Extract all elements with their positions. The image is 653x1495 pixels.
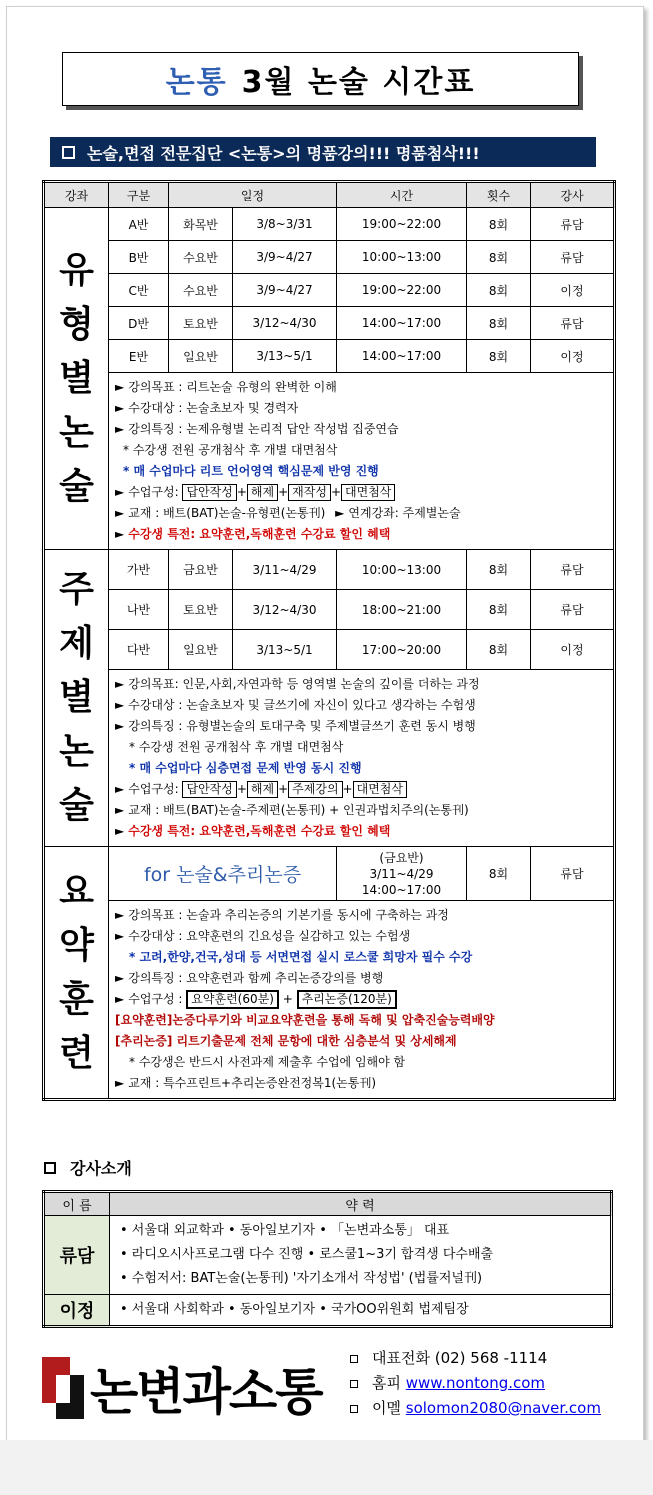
class-cell: A반 (109, 208, 169, 241)
arrow-icon: ► (115, 803, 125, 817)
class-cell: 나반 (109, 590, 169, 630)
arrow-icon: ► (115, 719, 125, 733)
table-row (44, 847, 615, 901)
course-notes (109, 670, 615, 847)
notes-row (44, 373, 615, 550)
note-goal (115, 377, 607, 398)
period-cell: 3/11~4/29 (233, 550, 337, 590)
note-composition: ► 수업구성 : 요약훈련(60분) + 추리논증(120분) (115, 989, 607, 1010)
arrow-icon: ► (115, 485, 125, 499)
header-division: 구분 (109, 182, 169, 208)
career-line: • 라디오시사프로그램 다수 진행 • 로스쿨1~3기 합격생 다수배출 (120, 1247, 494, 1262)
day-cell: 일요반 (169, 340, 233, 373)
table-row (44, 274, 615, 307)
note-text: 강의특징 : 유형별논술의 토대구축 및 주제별글쓰기 훈련 동시 병행 (128, 719, 476, 733)
comp-item: 대면첨삭 (353, 781, 407, 798)
period-cell: 3/8~3/31 (233, 208, 337, 241)
count-cell: 8회 (467, 550, 531, 590)
count-cell: 8회 (467, 241, 531, 274)
teacher-cell: 이정 (531, 274, 615, 307)
instructor-name: 이정 (44, 1295, 110, 1327)
count-cell: 8회 (467, 208, 531, 241)
time-cell: 14:00~17:00 (337, 307, 467, 340)
count-cell: 8회 (467, 590, 531, 630)
mail-label: 이멜 (372, 1399, 401, 1417)
arrow-icon: ► (115, 506, 125, 520)
career-line: • 수험저서: BAT논술(논통刊) '자기소개서 작성법' (법률저널刊) (120, 1271, 483, 1286)
career-line: • 서울대 사회학과 • 동아일보기자 • 국가OO위원회 법제팀장 (120, 1302, 469, 1317)
section-label-summary (44, 847, 109, 1100)
period-cell: 3/12~4/30 (233, 590, 337, 630)
time-cell: 19:00~22:00 (337, 208, 467, 241)
table-header-row (44, 182, 615, 208)
arrow-icon: ► (115, 1076, 125, 1090)
brand-logo (42, 1352, 322, 1424)
count-cell: 8회 (467, 307, 531, 340)
note-goal (115, 674, 607, 695)
teacher-cell: 류담 (531, 208, 615, 241)
day-cell: 일요반 (169, 630, 233, 670)
square-bullet-icon (44, 1162, 56, 1174)
note-text: 강의특징 : 논제유형별 논리적 답안 작성법 집중연습 (128, 422, 399, 436)
arrow-icon: ► (115, 401, 125, 415)
note-red1: [요약훈련]논증다루기와 비교요약훈련을 통해 독해 및 압축진술능력배양 (115, 1013, 495, 1027)
note-text: 수강생 특전: 요약훈련,독해훈련 수강료 할인 혜택 (128, 527, 391, 541)
table-row (44, 340, 615, 373)
note-red2: [추리논증] 리트기출문제 전체 문항에 대한 심층분석 및 상세해제 (115, 1034, 457, 1048)
note-text: 교재 : 배트(BAT)논술-유형편(논통刊) (128, 506, 326, 520)
time-cell: 17:00~20:00 (337, 630, 467, 670)
section-label-topic (44, 550, 109, 847)
teacher-cell: 이정 (531, 630, 615, 670)
period-cell: 3/13~5/1 (233, 340, 337, 373)
instructor-table (42, 1190, 613, 1328)
table-row (44, 590, 615, 630)
comp-label: 수업구성 : (128, 992, 183, 1006)
note-target (115, 398, 607, 419)
instructor-heading-text: 강사소개 (70, 1159, 132, 1178)
class-cell: B반 (109, 241, 169, 274)
note-feature (115, 419, 607, 440)
instructor-name: 류담 (44, 1216, 110, 1295)
title-brand: 논통 (165, 65, 228, 100)
note-sub1: * 수강생 전원 공개첨삭 후 개별 대면첨삭 (123, 443, 338, 457)
note-text: 수강대상 : 요약훈련의 긴요성을 실감하고 있는 수험생 (128, 929, 411, 943)
period-cell: 3/13~5/1 (233, 630, 337, 670)
note-benefit (115, 821, 607, 842)
comp-item: 주제강의 (288, 781, 342, 798)
header-count: 횟수 (467, 182, 531, 208)
comp-item: 재작성 (288, 484, 331, 501)
arrow-icon: ► (115, 527, 125, 541)
header-name: 이 름 (44, 1192, 110, 1216)
schedule-cell (337, 847, 467, 901)
career-line: • 서울대 외교학과 • 동아일보기자 • 「논변과소통」 대표 (120, 1223, 450, 1238)
arrow-icon: ► (115, 824, 125, 838)
header-teacher: 강사 (531, 182, 615, 208)
note-sub-blue: * 고려,한양,건국,성대 등 서면면접 실시 로스쿨 희망자 필수 수강 (129, 950, 473, 964)
note-text: 교재 : 배트(BAT)논술-주제편(논통刊) + 인권과법치주의(논통刊) (128, 803, 469, 817)
comp-item: 추리논증(120분) (297, 990, 397, 1009)
course-notes (109, 373, 615, 550)
comp-item: 요약훈련(60분) (186, 990, 279, 1009)
contact-mail (350, 1396, 601, 1421)
comp-item: 답안작성 (182, 484, 236, 501)
comp-item: 해제 (247, 484, 278, 501)
note-feature (115, 968, 607, 989)
arrow-icon: ► (115, 782, 125, 796)
arrow-icon: ► (115, 929, 125, 943)
period-cell: 3/9~4/27 (233, 274, 337, 307)
note-sub1: * 수강생 전원 공개첨삭 후 개별 대면첨삭 (129, 740, 344, 754)
note-sub2: * 매 수업마다 리트 언어영역 핵심문제 반영 진행 (123, 464, 379, 478)
square-bullet-icon (62, 146, 75, 159)
promo-banner (50, 137, 596, 167)
contact-info (350, 1346, 601, 1421)
period-cell: 3/9~4/27 (233, 241, 337, 274)
teacher-cell: 류담 (531, 590, 615, 630)
square-bullet-icon (350, 1380, 358, 1388)
note-sub2: * 매 수업마다 심층면접 문제 반영 동시 진행 (129, 761, 362, 775)
phone-text: 대표전화 (02) 568 -1114 (372, 1349, 548, 1367)
section-label-type (44, 208, 109, 550)
note-feature (115, 716, 607, 737)
comp-item: 해제 (247, 781, 278, 798)
count-cell: 8회 (467, 847, 531, 901)
class-cell: 가반 (109, 550, 169, 590)
day-cell: 금요반 (169, 550, 233, 590)
teacher-cell: 류담 (531, 847, 615, 901)
note-book (115, 503, 607, 524)
schedule-table (42, 180, 616, 1101)
note-text: 강의목표 : 리트논술 유형의 완벽한 이해 (128, 380, 337, 394)
bottom-band (0, 1440, 653, 1495)
note-book (115, 1073, 607, 1094)
class-cell: E반 (109, 340, 169, 373)
table-row (44, 630, 615, 670)
logo-text: 논변과소통 (90, 1362, 322, 1421)
period-text: 3/11~4/29 (369, 866, 434, 881)
arrow-icon: ► (115, 422, 125, 436)
note-text: 강의목표 : 논술과 추리논증의 기본기를 동시에 구축하는 과정 (128, 908, 449, 922)
time-cell: 18:00~21:00 (337, 590, 467, 630)
day-cell: 화목반 (169, 208, 233, 241)
section-label-text: 요 약 훈 련 (59, 870, 94, 1074)
note-text: 수강생 특전: 요약훈련,독해훈련 수강료 할인 혜택 (128, 824, 391, 838)
section-label-text: 유 형 별 논 술 (59, 249, 94, 507)
square-bullet-icon (350, 1405, 358, 1413)
note-benefit (115, 524, 607, 545)
instructor-career (110, 1295, 612, 1327)
day-text: (금요반) (379, 850, 424, 865)
section-label-text: 주 제 별 논 술 (59, 569, 94, 826)
teacher-cell: 류담 (531, 307, 615, 340)
table-row (44, 241, 615, 274)
arrow-icon: ► (115, 908, 125, 922)
comp-item: 대면첨삭 (341, 484, 395, 501)
note-text: 수강대상 : 논술초보자 및 경력자 (128, 401, 299, 415)
note-text: 강의특징 : 요약훈련과 함께 추리논증강의를 병행 (128, 971, 384, 985)
course-subtitle: for 논술&추리논증 (109, 847, 337, 901)
arrow-icon: ► (115, 380, 125, 394)
notes-row (44, 670, 615, 847)
note-text: 강의목표: 인문,사회,자연과학 등 영역별 논술의 깊이를 더하는 과정 (128, 677, 480, 691)
table-row (44, 550, 615, 590)
title-text: 3월 논술 시간표 (241, 65, 476, 100)
day-cell: 수요반 (169, 241, 233, 274)
header-schedule: 일정 (169, 182, 337, 208)
arrow-icon: ► (115, 971, 125, 985)
count-cell: 8회 (467, 630, 531, 670)
homepage-link[interactable]: www.nontong.com (405, 1374, 546, 1392)
table-row (44, 208, 615, 241)
time-cell: 10:00~13:00 (337, 241, 467, 274)
day-cell: 토요반 (169, 590, 233, 630)
note-target (115, 926, 607, 947)
class-cell: 다반 (109, 630, 169, 670)
instructor-row (44, 1216, 612, 1295)
class-cell: C반 (109, 274, 169, 307)
header-course: 강좌 (44, 182, 109, 208)
day-cell: 수요반 (169, 274, 233, 307)
header-career: 약 력 (110, 1192, 612, 1216)
time-cell: 10:00~13:00 (337, 550, 467, 590)
arrow-icon: ► (115, 677, 125, 691)
time-cell: 14:00~17:00 (337, 340, 467, 373)
arrow-icon: ► (335, 506, 345, 520)
note-text: 교재 : 특수프린트+추리논증완전정복1(논통刊) (128, 1076, 377, 1090)
day-cell: 토요반 (169, 307, 233, 340)
contact-phone (350, 1346, 601, 1371)
instructor-row (44, 1295, 612, 1327)
teacher-cell: 이정 (531, 340, 615, 373)
count-cell: 8회 (467, 340, 531, 373)
logo-mark-icon (42, 1357, 84, 1419)
header-time: 시간 (337, 182, 467, 208)
instructor-header-row (44, 1192, 612, 1216)
time-text: 14:00~17:00 (361, 882, 442, 897)
email-link[interactable]: solomon2080@naver.com (405, 1399, 601, 1417)
note-book (115, 800, 607, 821)
comp-label: 수업구성: (128, 782, 179, 796)
count-cell: 8회 (467, 274, 531, 307)
period-cell: 3/12~4/30 (233, 307, 337, 340)
comp-label: 수업구성: (128, 485, 179, 499)
class-cell: D반 (109, 307, 169, 340)
banner-text: 논술,면접 전문집단 <논통>의 명품강의!!! 명품첨삭!!! (87, 143, 480, 163)
arrow-icon: ► (115, 698, 125, 712)
course-notes (109, 901, 615, 1100)
note-sub-black: * 수강생은 반드시 사전과제 제출후 수업에 임해야 함 (129, 1055, 406, 1069)
note-goal (115, 905, 607, 926)
instructor-heading (44, 1156, 132, 1179)
square-bullet-icon (350, 1355, 358, 1363)
page-title (62, 52, 579, 106)
contact-home (350, 1371, 601, 1396)
table-row (44, 307, 615, 340)
teacher-cell: 류담 (531, 550, 615, 590)
notes-row (44, 901, 615, 1100)
comp-item: 답안작성 (182, 781, 236, 798)
note-composition: ► 수업구성: 답안작성 + 해제 + 주제강의 + 대면첨삭 (115, 779, 607, 800)
note-target (115, 695, 607, 716)
note-text: 연계강좌: 주제별논술 (348, 506, 461, 520)
teacher-cell: 류담 (531, 241, 615, 274)
note-composition: ► 수업구성: 답안작성 + 해제 + 재작성 + 대면첨삭 (115, 482, 607, 503)
note-text: 수강대상 : 논술초보자 및 글쓰기에 자신이 있다고 생각하는 수험생 (128, 698, 476, 712)
arrow-icon: ► (115, 992, 125, 1006)
time-cell: 19:00~22:00 (337, 274, 467, 307)
home-label: 홈피 (372, 1374, 401, 1392)
instructor-career (110, 1216, 612, 1295)
